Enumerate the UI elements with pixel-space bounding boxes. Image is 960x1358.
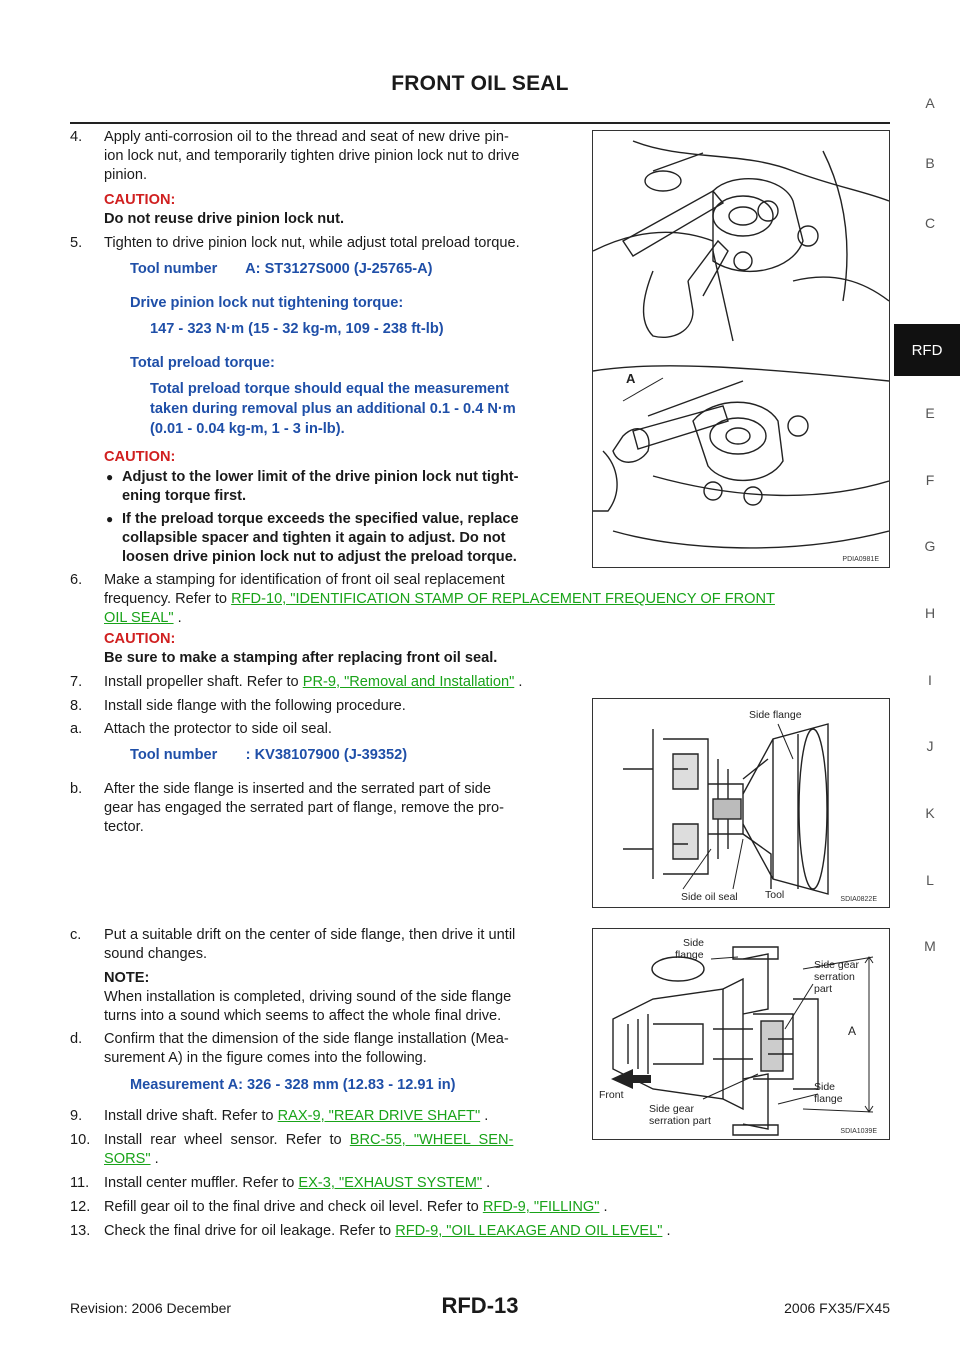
step-7-number: 7. xyxy=(70,674,83,690)
step-6-line-1: Make a stamping for identification of front oil seal replacement xyxy=(104,572,505,588)
step-8b-line-1: After the side flange is inserted and the serrated part of side xyxy=(104,781,491,797)
step-5-torque-label: Drive pinion lock nut tightening torque: xyxy=(130,295,404,311)
step-8a-number: a. xyxy=(70,721,83,737)
step-5-preload-line-3: (0.01 - 0.04 kg-m, 1 - 3 in-lb). xyxy=(150,421,345,437)
side-flange-protector-illustration xyxy=(593,699,889,907)
figure-3-label-sgs-bottom-2: serration part xyxy=(649,1115,711,1127)
step-5-bullet-2-line-3: loosen drive pinion lock nut to adjust the preload torque. xyxy=(122,549,517,565)
step-4-number: 4. xyxy=(70,129,83,145)
figure-3-label-side-flange-bottom-2: flange xyxy=(814,1093,843,1105)
bullet-dot-icon: ● xyxy=(106,512,114,526)
side-index-f[interactable]: F xyxy=(925,472,935,488)
side-index-h[interactable]: H xyxy=(924,605,936,621)
link-rfd-10-stamp[interactable]: RFD-10, "IDENTIFICATION STAMP OF REPLACEMENT FREQUENCY OF FRONT xyxy=(231,591,775,607)
step-8c-note-line-1: When installation is completed, driving sound of the side flange xyxy=(104,989,512,1005)
link-rfd-9-oil-leakage[interactable]: RFD-9, "OIL LEAKAGE AND OIL LEVEL" xyxy=(395,1223,663,1239)
step-8d-measurement: Measurement A: 326 - 328 mm (12.83 - 12.91 in) xyxy=(130,1077,456,1093)
step-13-line: Check the final drive for oil leakage. Refer to RFD-9, "OIL LEAKAGE AND OIL LEVEL" . xyxy=(104,1223,671,1239)
step-6-line-2: frequency. Refer to RFD-10, "IDENTIFICATION STAMP OF REPLACEMENT FREQUENCY OF FRONT xyxy=(104,591,775,607)
step-6-number: 6. xyxy=(70,572,83,588)
step-5-bullet-2-line-2: collapsible spacer and tighten it again to adjust. Do not xyxy=(122,530,506,546)
step-8d-line-1: Confirm that the dimension of the side flange installation (Mea- xyxy=(104,1031,509,1047)
step-5-bullet-1-line-1: Adjust to the lower limit of the drive pinion lock nut tight- xyxy=(122,469,519,485)
figure-2-label-side-flange: Side flange xyxy=(749,709,802,721)
page-title: FRONT OIL SEAL xyxy=(391,72,569,95)
figure-3-label-a: A xyxy=(848,1024,857,1038)
step-5-line-1: Tighten to drive pinion lock nut, while adjust total preload torque. xyxy=(104,235,520,251)
step-6-caution-label: CAUTION: xyxy=(104,631,176,647)
step-9-number: 9. xyxy=(70,1108,83,1124)
figure-1-label-a: A xyxy=(626,371,636,386)
step-8b-number: b. xyxy=(70,781,83,797)
link-rfd-10-stamp-continued[interactable]: OIL SEAL" xyxy=(104,610,174,626)
step-10-number: 10. xyxy=(70,1132,91,1148)
step-8a-line: Attach the protector to side oil seal. xyxy=(104,721,332,737)
figure-2-code: SDIA0822E xyxy=(840,896,877,903)
step-4-line-2: ion lock nut, and temporarily tighten drive pinion lock nut to drive xyxy=(104,148,520,164)
side-index-g[interactable]: G xyxy=(924,538,936,554)
step-8d-number: d. xyxy=(70,1031,83,1047)
side-index-rfd-active[interactable]: RFD xyxy=(894,324,960,376)
step-7-line: Install propeller shaft. Refer to PR-9, "Removal and Installation" . xyxy=(104,674,523,690)
figure-3-label-sgsp-1: Side gear xyxy=(814,959,859,971)
link-rax-9[interactable]: RAX-9, "REAR DRIVE SHAFT" xyxy=(277,1108,481,1124)
step-8c-note-line-2: turns into a sound which seems to affect the whole final drive. xyxy=(104,1008,502,1024)
step-8-number: 8. xyxy=(70,698,83,714)
step-5-preload-line-2: taken during removal plus an additional 0.1 - 0.4 N·m xyxy=(150,401,516,417)
step-12-line: Refill gear oil to the final drive and check oil level. Refer to RFD-9, "FILLING" . xyxy=(104,1199,608,1215)
figure-3-label-sgsp-2: serration xyxy=(814,971,855,983)
side-index-i[interactable]: I xyxy=(928,672,932,688)
link-ex-3[interactable]: EX-3, "EXHAUST SYSTEM" xyxy=(298,1175,483,1191)
step-11-number: 11. xyxy=(70,1175,90,1191)
step-6-line-3: OIL SEAL" . xyxy=(104,610,182,626)
step-4-caution-text: Do not reuse drive pinion lock nut. xyxy=(104,211,345,227)
step-8a-tool-number: Tool number : KV38107900 (J-39352) xyxy=(130,747,408,763)
figure-3-label-sgsp-3: part xyxy=(814,983,833,995)
figure-pinion-lock-nut xyxy=(592,130,890,568)
link-brc-55[interactable]: BRC-55, "WHEEL SEN- xyxy=(349,1132,514,1148)
figure-side-flange-measurement xyxy=(592,928,890,1140)
step-10-line-1: Install rear wheel sensor. Refer to BRC-55, "WHEEL SEN- xyxy=(104,1132,514,1148)
side-index-m[interactable]: M xyxy=(924,938,936,954)
step-9-line: Install drive shaft. Refer to RAX-9, "REAR DRIVE SHAFT" . xyxy=(104,1108,489,1124)
pinion-tightening-illustration xyxy=(593,131,889,567)
step-6-caution-text: Be sure to make a stamping after replacing front oil seal. xyxy=(104,650,498,666)
step-8d-line-2: surement A) in the figure comes into the following. xyxy=(104,1050,427,1066)
step-8c-line-1: Put a suitable drift on the center of side flange, then drive it until xyxy=(104,927,516,943)
footer-revision: Revision: 2006 December xyxy=(70,1300,232,1316)
link-rfd-9-filling[interactable]: RFD-9, "FILLING" xyxy=(482,1199,600,1215)
step-5-number: 5. xyxy=(70,235,83,251)
step-8c-number: c. xyxy=(70,927,82,943)
figure-3-label-side-flange-top-2: flange xyxy=(675,949,704,961)
step-8-line: Install side flange with the following procedure. xyxy=(104,698,406,714)
step-4-line-1: Apply anti-corrosion oil to the thread and seat of new drive pin- xyxy=(104,129,509,145)
step-8c-note-label: NOTE: xyxy=(104,970,150,986)
figure-3-label-side-flange-bottom-1: Side xyxy=(814,1081,836,1093)
step-5-tool-number: Tool number A: ST3127S000 (J-25765-A) xyxy=(130,261,433,277)
step-4-caution-label: CAUTION: xyxy=(104,192,176,208)
step-5-caution-label: CAUTION: xyxy=(104,449,176,465)
step-10-line-2: SORS" . xyxy=(104,1151,159,1167)
side-index-a[interactable]: A xyxy=(925,95,935,111)
side-index-e[interactable]: E xyxy=(925,405,935,421)
figure-3-code: SDIA1039E xyxy=(840,1128,877,1135)
step-12-number: 12. xyxy=(70,1199,91,1215)
side-index-j[interactable]: J xyxy=(926,738,934,754)
step-5-bullet-1-line-2: ening torque first. xyxy=(122,488,247,504)
footer-model: 2006 FX35/FX45 xyxy=(784,1300,890,1316)
side-index-l[interactable]: L xyxy=(926,872,934,888)
side-index-k[interactable]: K xyxy=(925,805,935,821)
step-5-preload-line-1: Total preload torque should equal the measurement xyxy=(150,381,509,397)
step-4-line-3: pinion. xyxy=(104,167,148,183)
figure-2-label-side-oil-seal: Side oil seal xyxy=(681,891,738,903)
figure-3-label-front: Front xyxy=(599,1089,624,1101)
figure-1-code: PDIA0981E xyxy=(842,556,879,563)
figure-2-label-tool: Tool xyxy=(765,889,785,901)
step-5-preload-label: Total preload torque: xyxy=(130,355,275,371)
step-5-bullet-2-line-1: If the preload torque exceeds the specified value, replace xyxy=(122,511,519,527)
step-5-torque-value: 147 - 323 N·m (15 - 32 kg-m, 109 - 238 ft-lb) xyxy=(150,321,444,337)
step-13-number: 13. xyxy=(70,1223,91,1239)
figure-side-flange-protector xyxy=(592,698,890,908)
figure-3-label-sgs-bottom-1: Side gear xyxy=(649,1103,694,1115)
step-11-line: Install center muffler. Refer to EX-3, "EXHAUST SYSTEM" . xyxy=(104,1175,491,1191)
link-pr-9[interactable]: PR-9, "Removal and Installation" xyxy=(302,674,515,690)
step-8c-line-2: sound changes. xyxy=(104,946,208,962)
header-rule xyxy=(70,122,890,124)
link-brc-55-continued[interactable]: SORS" xyxy=(104,1151,151,1167)
figure-3-label-side-flange-top-1: Side xyxy=(683,937,705,949)
side-index-b[interactable]: B xyxy=(925,155,935,171)
side-index-c[interactable]: C xyxy=(924,215,936,231)
step-8b-line-2: gear has engaged the serrated part of flange, remove the pro- xyxy=(104,800,504,816)
footer-page-number: RFD-13 xyxy=(441,1293,519,1318)
step-8b-line-3: tector. xyxy=(104,819,144,835)
bullet-dot-icon: ● xyxy=(106,470,114,484)
